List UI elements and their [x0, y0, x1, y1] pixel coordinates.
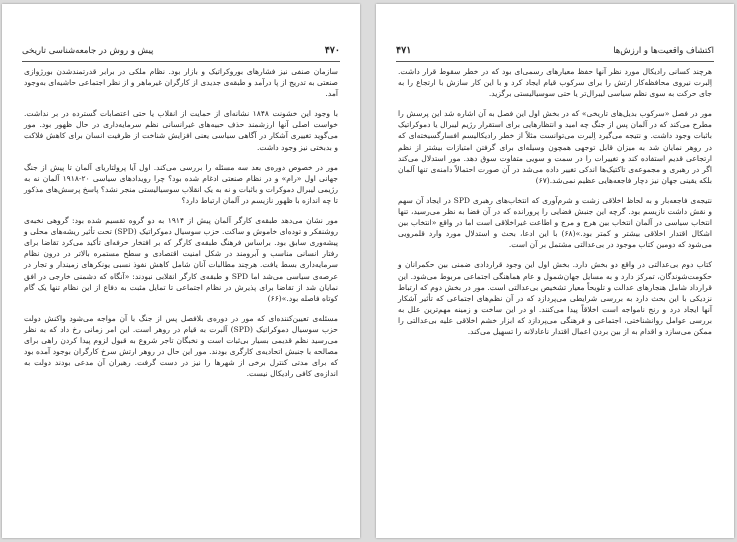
right-page: [376, 4, 734, 538]
paragraph: با وجود این خشونت ۱۸۴۸ نشانه‌ای از حمایت از انقلاب یا حتی اعتصابات گسترده در بر نداشت. خواست اصلی آنها ارزشمند حذف حبیه‌های غیرانسانی نظم سرمایه‌داری در حال ظهور بود. مور می‌گوید تغییری آشکار در آگاهی سیاسی یعنی افزایش شناخت از ظرفیت انسان برای کاهش فلاکت و بدبختی نیز وجود داشت.: [24, 109, 338, 152]
right-page-header: [396, 45, 714, 59]
paragraph: کتاب دوم بی‌عدالتی در واقع دو بخش دارد. بخش اول این وجود قراردادی ضمنی بین حکمرانان و حکومت‌شوندگان، تمرکز دارد و به مسایل جهان‌شمول و عام هماهنگی اجتماعی مربوط می‌شود. این قرارداد شامل هنجارهای عدالت و تلویحاً معیار تشخیص بی‌عدالتی است. مور در بخش دوم که ارتباط نزدیکی با این بحث دارد به بررسی شرایطی می‌پردازد که در آن نظم‌های اجتماعی که تأثیر آشکار آنها ایجاد درد و رنج نامواجه است اخلاقاً پیدا می‌کنند. او در این ساخت و زمینه مهم‌ترین علل به بررسی عوامل روانشناختی، اجتماعی و فرهنگی می‌پردازد که ابزار خشم اخلاقی علیه بی‌عدالتی را ممکن می‌سازد و اقدام به از بین بردن اعمال اقتدار ناعادلانه را تسهیل می‌کند.: [398, 260, 712, 336]
left-page-body: [24, 66, 338, 518]
page-number: ۴۷۰: [324, 45, 340, 56]
running-title: پیش و روش در جامعه‌شناسی تاریخی: [22, 46, 154, 56]
paragraph: مور در خصوص دوره‌ی بعد سه مسئله را بررسی می‌کند. اول آیا پرولتاریای آلمان تا پیش از جنگ جهانی اول «رام» و در نظام صنعتی ادغام شده بود؟ چرا رویدادهای سیاسی ۲۰-۱۹۱۸ آلمان نه به رژیمی لیبرال دموکرات و باثبات و نه به یک انقلاب سوسیالیستی منجر نشد؟ پاسخ پرسش‌های مذکور تا چه اندازه با ظهور نازیسم در آلمان ارتباط دارد؟: [24, 162, 338, 205]
right-page-body: [398, 66, 712, 518]
paragraph: هرچند کسانی رادیکال مورد نظر آنها حفظ معیارهای رسمی‌ای بود که در خطر سقوط قرار داشت. اِلبرت نیروی محافظه‌کار ارتش را برای سرکوب قیام ایجاد کرد و با این کار سازش با ارتجاع را به جای حرکت به سوی نظم سیاسی لیبرال‌تر یا حتی سوسیالیستی برگزید.: [398, 67, 712, 99]
header-rule: [22, 61, 340, 62]
paragraph: نتیجه‌ی فاجعه‌بار و به لحاظ اخلاقی زشت و شرم‌آوری که انتخاب‌های رهبری SPD در ایجاد آن سهم و نقش داشت نازیسم بود. گرچه این جنبش فضایی را پرورانده که در آن فضا به نظر می‌رسید، تنها انتخاب سیاسی در آلمان انتخاب بین هرج و مرج و اطاعت غیراخلاقی است اما در واقع «انتخاب بین اشکال اقتدار اخلاقی بیشتر و کمتر بود.»(۶۸) با این ادعا، بحث و استدلال مورد وارد قلمرویی می‌شود که دومین کتاب موجود در بی‌عدالتی مشتمل بر آن است.: [398, 195, 712, 250]
paragraph: مور در فصل «سرکوب بدیل‌های تاریخی» که در بخش اول این فصل به آن اشاره شد این پرسش را مطرح می‌کند که در آلمان پس از جنگ چه امید و انتظارهایی برای استقرار رژیم لیبرال یا دموکراتیک باثبات وجود داشت. و نتیجه می‌گیرد اِلبرت می‌توانست مثلاً از خطر رادیکالیسم افسارگسیخته‌ای که در روهر نمایان شد به میزان قابل توجهی همچون وسیله‌ای برای گرفتن امتیازات بیشتر از نظم ارتجاعی قدیم استفاده کند و تغییرات را در سمت و سویی متفاوت سوق دهد. مور استدلال می‌کند اگر در رهبری و مجموعه‌ی تاکتیک‌ها اندکی تغییر داده می‌شد در آن صورت احتمالاً دامنه‌ی تنها آلمان بلکه یقینی جهان نیز دچار فاجعه‌هایی عظیم نمی‌شد.(۶۷): [398, 109, 712, 185]
paragraph: مور نشان می‌دهد طبقه‌ی کارگر آلمان پیش از ۱۹۱۴ به دو گروه تقسیم شده بود: گروهی نخبه‌ی روشنفکر و توده‌ای خاموش و ساکت. حزب سوسیال دموکراتیک (SPD) تحت تأثیر ریشه‌های محلی و پیشه‌وری سابق بود. براساس فرهنگ طبقه‌ی کارگر که بر افتخار حرفه‌ای تأکید می‌کرد تقاضا برای رفتار انسانی مناسب و آبرومند در شکل امنیت اقتصادی و سطح مستمره بالاتر در درون نظام سرمایه‌داری بسط یافت. هرچند مطالبات آنان شامل کاهش نفوذ نسبی یونکرهای زمیندار و تجار در عرصه‌ی سیاسی می‌شد اما SPD و طبقه‌ی کارگر انقلابی نبودند: «آنگاه که دشمنی خارجی در افق نمایان شد از تقاضا برای پذیرش در نظام اجتماعی تا تمایل مثبت به دفاع از این نظام تنها یک گام کوتاه فاصله بود.»(۶۶): [24, 216, 338, 303]
paragraph: سازمان صنفی نیز فشارهای بوروکراتیک و بازار بود. نظام ملکی در برابر قدرتمندشدن بورژوازی صنعتی به تدریج از پا درآمد و طبقه‌ی جدیدی از کارگران غیرماهر و از نظر اجتماعی حاشیه‌ای به‌وجود آمد.: [24, 67, 338, 99]
left-page: [2, 4, 360, 538]
left-page-header: [22, 45, 340, 59]
running-title: اکتشاف واقعیت‌ها و ارزش‌ها: [613, 46, 714, 56]
page-number: ۴۷۱: [396, 45, 412, 56]
paragraph: مسئله‌ی تعیین‌کننده‌ای که مور در دوره‌ی بلافصل پس از جنگ با آن مواجه می‌شود واکنش دولت حزب سوسیال دموکراتیک (SPD) آلبرت به قیام در روهر است. این امر زمانی رخ داد که به نظر می‌رسید نظم قدیمی بسیار بی‌ثبات است و نخبگان تاجر شروع به قبول لزوم پیدا کردن راهی برای مصالحه با جنبش اتحادیه‌ی کارگری بودند. مور این حال در روهر ارتش سرخ کارگران بوجود آمده بود که برای مدتی کنترل برخی از شهرها را نیز در دست گرفت. رهبران آن مدعی بودند دولت به اندازه‌ی کافی رادیکال نیست.: [24, 313, 338, 379]
header-rule: [396, 61, 714, 62]
